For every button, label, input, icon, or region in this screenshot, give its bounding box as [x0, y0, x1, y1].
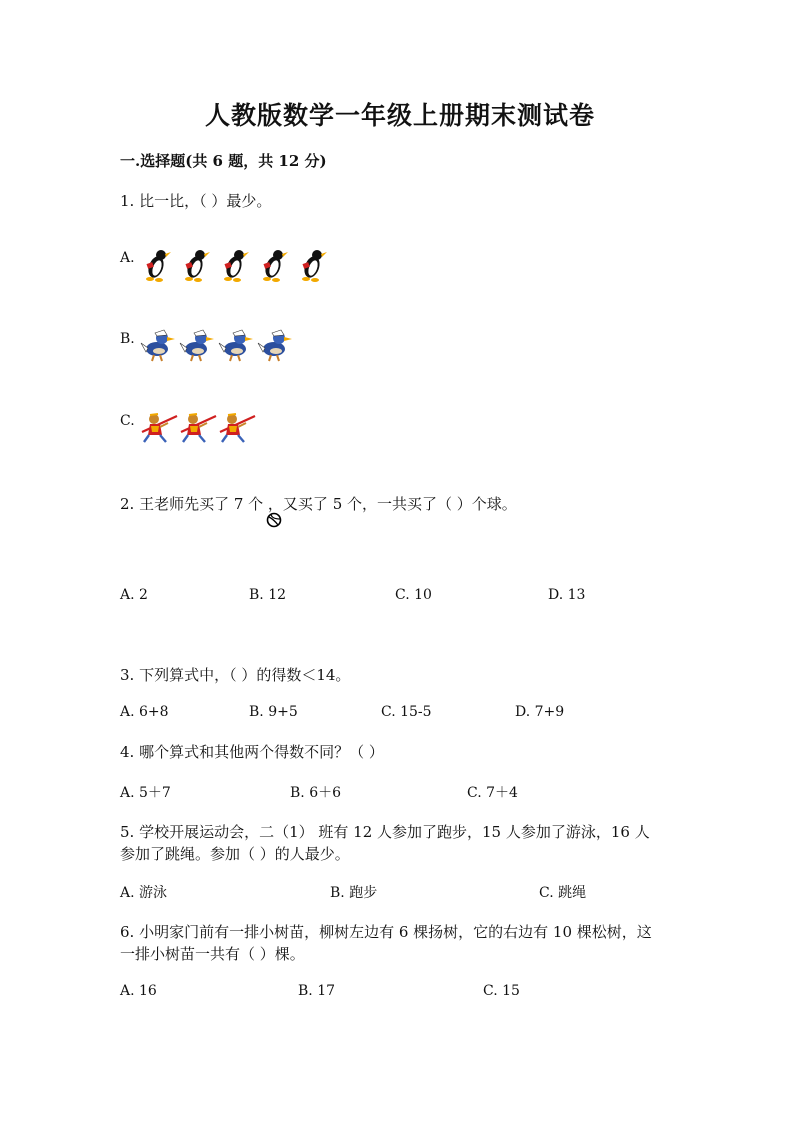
q3-option-d: D. 7+9 [515, 704, 565, 720]
q2-option-b: B. 12 [249, 587, 287, 603]
duck-icon [179, 326, 217, 364]
question-3-text: 3. 下列算式中，（ ）的得数＜14。 [120, 666, 351, 684]
q5-option-a: A. 游泳 [120, 885, 168, 901]
duck-icon [218, 326, 256, 364]
q1-option-a-pictures [137, 246, 332, 284]
page-title: 人教版数学一年级上册期末测试卷 [204, 101, 595, 130]
q4-option-a: A. 5＋7 [120, 785, 171, 801]
q2-option-d: D. 13 [548, 587, 586, 603]
penguin-icon [176, 246, 214, 284]
q1-option-b-label: B. [120, 331, 135, 347]
q2-option-c: C. 10 [395, 587, 432, 603]
q3-option-a: A. 6+8 [120, 704, 169, 720]
penguin-icon [293, 246, 331, 284]
question-1-text: 1. 比一比，（ ）最少。 [120, 192, 272, 210]
penguin-icon [137, 246, 175, 284]
question-6-line-1: 6. 小明家门前有一排小树苗，柳树左边有 6 棵扬树，它的右边有 10 棵松树，这 [120, 923, 652, 941]
penguin-icon [215, 246, 253, 284]
penguin-icon [254, 246, 292, 284]
q4-option-c: C. 7＋4 [467, 785, 518, 801]
monkey-king-icon [140, 408, 178, 446]
section-heading: 一.选择题(共 6 题，共 12 分) [120, 152, 327, 170]
q6-option-c: C. 15 [483, 983, 520, 999]
question-4-text: 4. 哪个算式和其他两个得数不同？（ ） [120, 743, 384, 761]
q5-option-c: C. 跳绳 [539, 885, 587, 901]
q3-option-b: B. 9+5 [249, 704, 298, 720]
q1-option-a-label: A. [120, 250, 135, 266]
q1-option-c-label: C. [120, 413, 135, 429]
duck-icon [140, 326, 178, 364]
q6-option-a: A. 16 [120, 983, 157, 999]
question-5-line-1: 5. 学校开展运动会，二（1） 班有 12 人参加了跑步，15 人参加了游泳，16 人 [120, 823, 650, 841]
q3-option-c: C. 15-5 [381, 704, 432, 720]
monkey-king-icon [218, 408, 256, 446]
q5-option-b: B. 跑步 [330, 885, 378, 901]
duck-icon [257, 326, 295, 364]
q1-option-b-pictures [140, 326, 296, 364]
q1-option-c-pictures [140, 408, 257, 446]
monkey-king-icon [179, 408, 217, 446]
ball-icon [266, 512, 282, 528]
question-5-line-2: 参加了跳绳。参加（ ）的人最少。 [120, 845, 350, 863]
q2-option-a: A. 2 [120, 587, 148, 603]
q4-option-b: B. 6＋6 [290, 785, 342, 801]
question-2-text: 2. 王老师先买了 7 个 ，又买了 5 个，一共买了（ ）个球。 [120, 495, 517, 513]
question-6-line-2: 一排小树苗一共有（ ）棵。 [120, 945, 305, 963]
q6-option-b: B. 17 [298, 983, 336, 999]
